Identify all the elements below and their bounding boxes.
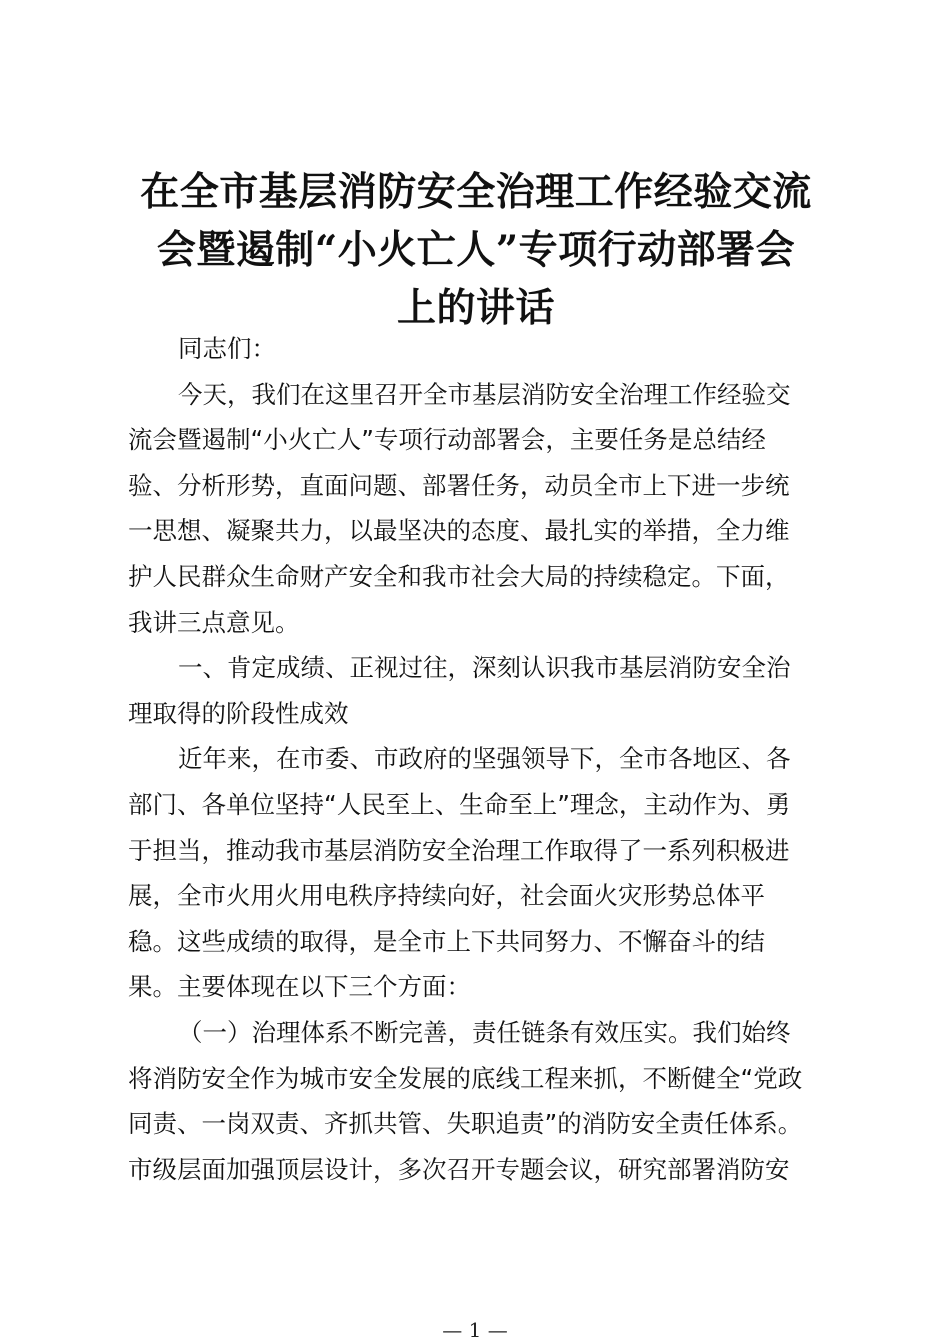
paragraph-line: 近年来，在市委、市政府的坚强领导下，全市各地区、各 (178, 744, 791, 774)
title-line-3: 上的讲话 (396, 285, 555, 331)
paragraph-line: 将消防安全作为城市安全发展的底线工程来抓，不断健全“党政 (128, 1063, 803, 1093)
document-title (115, 163, 837, 337)
document-body (128, 326, 833, 1192)
paragraph-opening (128, 372, 833, 646)
paragraph-line: 验、分析形势，直面问题、部署任务，动员全市上下进一步统 (128, 470, 790, 500)
greeting: 同志们： (178, 334, 276, 363)
paragraph-line: 稳。这些成绩的取得，是全市上下共同努力、不懈奋斗的结 (128, 926, 765, 956)
paragraph-line: 我讲三点意见。 (128, 607, 300, 637)
paragraph-line: 一思想、凝聚共力，以最坚决的态度、最扎实的举措，全力维 (128, 516, 790, 546)
title-line-2: 会暨遏制“小火亡人”专项行动部署会 (156, 227, 796, 273)
paragraph-achievements (128, 736, 833, 1010)
paragraph-governance (128, 1010, 833, 1192)
paragraph-line: （一）治理体系不断完善，责任链条有效压实。我们始终 (178, 1017, 791, 1047)
section-heading-line: 一、肯定成绩、正视过往，深刻认识我市基层消防安全治 (178, 653, 791, 683)
paragraph-line: 同责、一岗双责、齐抓共管、失职追责”的消防安全责任体系。 (128, 1109, 803, 1139)
paragraph-line: 市级层面加强顶层设计，多次召开专题会议，研究部署消防安 (128, 1154, 790, 1184)
section-heading-line: 理取得的阶段性成效 (128, 698, 349, 728)
paragraph-line: 部门、各单位坚持“人民至上、生命至上”理念，主动作为、勇 (128, 789, 791, 819)
paragraph-line: 今天，我们在这里召开全市基层消防安全治理工作经验交 (178, 379, 791, 409)
page-number: — 1 — (442, 1318, 508, 1342)
paragraph-line: 流会暨遏制“小火亡人”专项行动部署会，主要任务是总结经 (128, 425, 766, 455)
paragraph-line: 果。主要体现在以下三个方面： (128, 972, 471, 1002)
paragraph-line: 护人民群众生命财产安全和我市社会大局的持续稳定。下面， (128, 561, 790, 591)
paragraph-line: 展，全市火用火用电秩序持续向好，社会面火灾形势总体平 (128, 881, 765, 911)
paragraph-line: 于担当，推动我市基层消防安全治理工作取得了一系列积极进 (128, 835, 790, 865)
section-heading-1 (128, 645, 833, 736)
title-line-1: 在全市基层消防安全治理工作经验交流 (140, 169, 812, 215)
